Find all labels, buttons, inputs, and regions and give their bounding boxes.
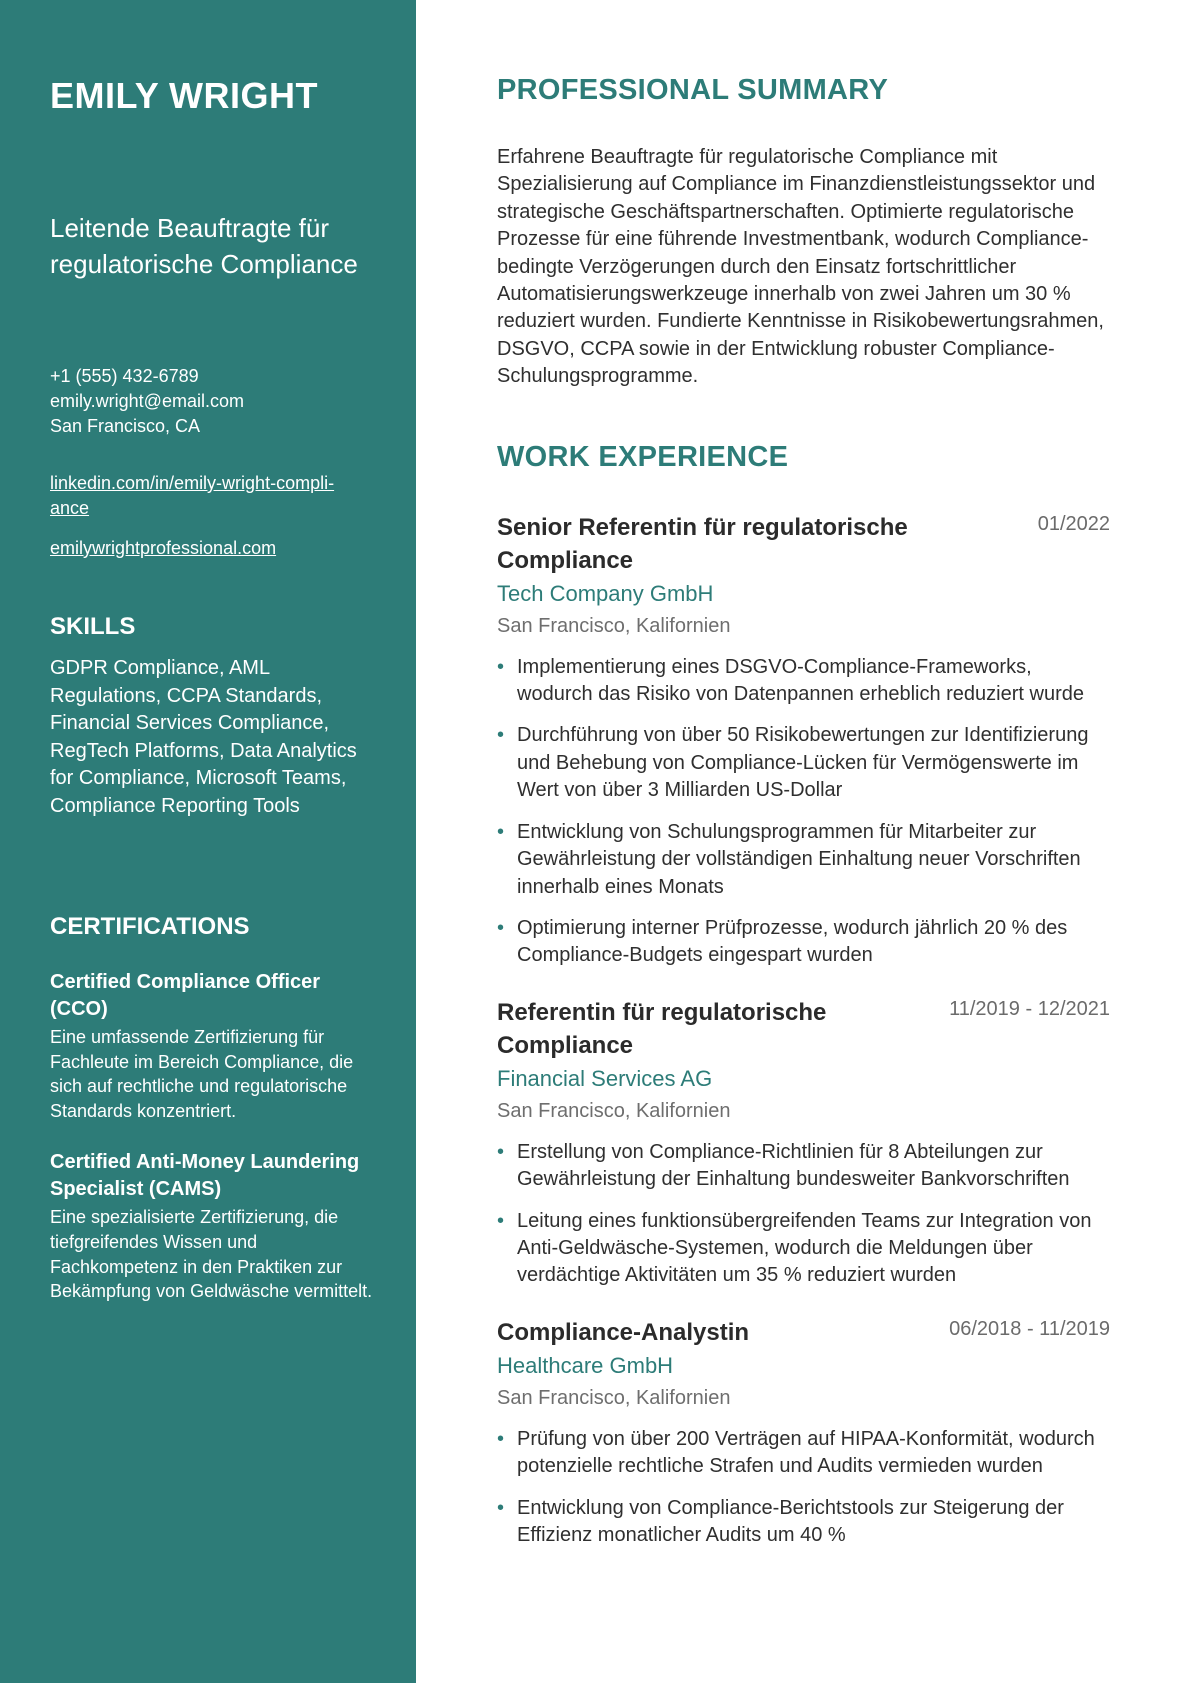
job-title: Compliance-Analystin xyxy=(497,1318,750,1346)
job-date: 11/2019 - 12/2021 xyxy=(949,997,1110,1020)
job-title: Referentin für regulatorische Compliance xyxy=(497,998,827,1059)
list-item: • Entwicklung von Schulungsprogrammen für Mitarbeiter zur Gewährleistung der vollständigen Einhaltung neuer Vorschriften innerhalb eines Monats xyxy=(497,820,1081,898)
phone: +1 (555) 432-6789 xyxy=(50,366,199,386)
candidate-title: Leitende Beauftragte für regulatorische Compliance xyxy=(50,213,358,279)
job-date: 01/2022 xyxy=(1037,512,1110,535)
company-name: Financial Services AG xyxy=(497,1065,713,1091)
job-bullets xyxy=(497,1139,1110,1290)
job-title: Senior Referentin für regulatorische Compliance xyxy=(497,513,908,574)
job-location: San Francisco, Kalifornien xyxy=(497,1099,731,1122)
certification-name: Certified Anti-Money Laundering Specialist (CAMS) xyxy=(50,1151,360,1201)
job-entry xyxy=(497,511,1110,970)
job-bullets xyxy=(497,654,1110,970)
location: San Francisco, CA xyxy=(50,416,201,436)
list-item: • Optimierung interner Prüfprozesse, wodurch jährlich 20 % des Compliance-Budgets eingespart wurden xyxy=(497,916,1068,967)
bullet-icon: • xyxy=(497,1140,505,1163)
website-link[interactable]: emilywrightprofessional.com xyxy=(50,538,277,558)
bullet-icon: • xyxy=(497,1427,505,1450)
linkedin-link[interactable] xyxy=(50,471,376,521)
linkedin-link-line1: linkedin.com/in/emily-wright-compli- xyxy=(50,473,335,493)
skills-heading: SKILLS xyxy=(50,613,136,640)
main-content xyxy=(416,0,1190,1683)
bullet-icon: • xyxy=(497,724,505,747)
job-bullets xyxy=(497,1426,1110,1550)
summary-text: Erfahrene Beauftragte für regulatorische Compliance mit Spezialisierung auf Compliance im Finanzdienstleistungssektor und strategische Geschäftspartnerschaften. Optimierte regulatorische Prozesse für eine führende Investmentbank, wodurch Compliance-bedingte Verzögerungen durch den Einsatz fortschrittlicher Automatisierungswerkzeuge innerhalb von zwei Jahren um 30 % reduziert wurden. Fundierte Kenntnisse in Risikobewertungsrahmen, DSGVO, CCPA sowie in der Entwicklung robuster Compliance-Schulungsprogramme. xyxy=(497,146,1104,388)
list-item: • Durchführung von über 50 Risikobewertungen zur Identifizierung und Behebung von Compliance-Lücken für Vermögenswerte im Wert von über 3 Milliarden US-Dollar xyxy=(497,724,1089,802)
profile-links xyxy=(50,471,376,561)
list-item: • Erstellung von Compliance-Richtlinien für 8 Abteilungen zur Gewährleistung der Einhaltung bundesweiter Bankvorschriften xyxy=(497,1140,1070,1191)
certification-name: Certified Compliance Officer (CCO) xyxy=(50,971,321,1020)
list-item: • Implementierung eines DSGVO-Compliance-Frameworks, wodurch das Risiko von Datenpannen erheblich reduziert wurde xyxy=(497,655,1084,706)
job-location: San Francisco, Kalifornien xyxy=(497,1386,731,1409)
bullet-icon: • xyxy=(497,1496,505,1519)
bullet-icon: • xyxy=(497,820,505,843)
job-date: 06/2018 - 11/2019 xyxy=(949,1317,1110,1340)
work-experience-heading: WORK EXPERIENCE xyxy=(497,440,789,473)
sidebar xyxy=(0,0,416,1683)
company-name: Healthcare GmbH xyxy=(497,1352,674,1378)
bullet-icon: • xyxy=(497,655,505,678)
list-item: • Leitung eines funktionsübergreifenden Teams zur Integration von Anti-Geldwäsche-Systemen, wodurch die Meldungen über verdächtige Aktivitäten um 35 % reduziert wurden xyxy=(497,1209,1092,1287)
job-entry xyxy=(497,996,1110,1290)
certification-description: Eine umfassende Zertifizierung für Fachleute im Bereich Compliance, die sich auf rechtliche und regulatorische Standards konzentriert. xyxy=(50,1027,354,1121)
job-entry xyxy=(497,1316,1110,1550)
certification-item xyxy=(50,1149,376,1303)
candidate-name: EMILY WRIGHT xyxy=(50,75,319,116)
skills-list: GDPR Compliance, AML Regulations, CCPA Standards, Financial Services Compliance, RegTech Platforms, Data Analytics for Compliance, Microsoft Teams, Compliance Reporting Tools xyxy=(50,657,357,817)
list-item: • Entwicklung von Compliance-Berichtstools zur Steigerung der Effizienz monatlicher Audits um 40 % xyxy=(497,1496,1064,1546)
linkedin-link-line2: ance xyxy=(50,498,90,518)
summary-heading: PROFESSIONAL SUMMARY xyxy=(497,74,889,106)
certification-item xyxy=(50,969,376,1123)
list-item: • Prüfung von über 200 Verträgen auf HIPAA-Konformität, wodurch potenzielle rechtliche Strafen und Audits vermieden wurden xyxy=(497,1427,1095,1478)
bullet-icon: • xyxy=(497,916,505,939)
certifications-heading: CERTIFICATIONS xyxy=(50,913,250,940)
contact-info xyxy=(50,364,376,439)
job-location: San Francisco, Kalifornien xyxy=(497,614,731,637)
bullet-icon: • xyxy=(497,1209,505,1232)
certification-description: Eine spezialisierte Zertifizierung, die tiefgreifendes Wissen und Fachkompetenz in den Praktiken zur Bekämpfung von Geldwäsche vermittelt. xyxy=(50,1207,373,1302)
company-name: Tech Company GmbH xyxy=(497,580,714,606)
email: emily.wright@email.com xyxy=(50,391,244,411)
